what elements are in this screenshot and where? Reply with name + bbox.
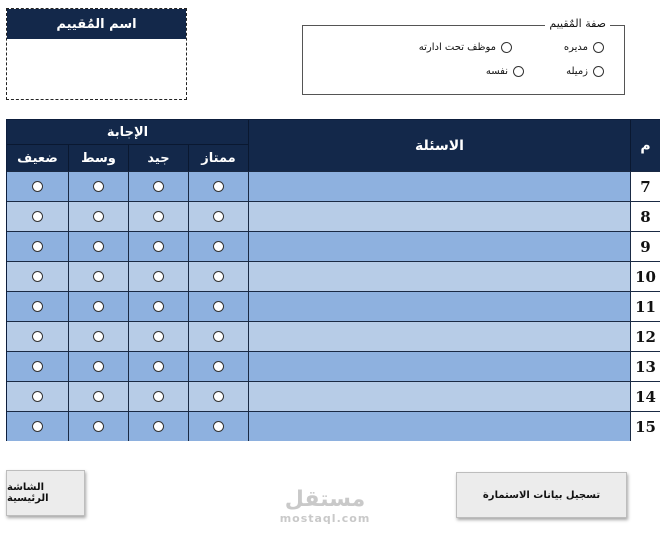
rating-cell-average xyxy=(68,202,128,231)
rating-cell-good xyxy=(128,322,188,351)
rating-cell-excellent xyxy=(188,232,248,261)
number-column-header: م xyxy=(630,120,660,171)
rating-cell-good xyxy=(128,172,188,201)
rating-cell-average xyxy=(68,292,128,321)
questions-table xyxy=(6,119,660,441)
role-option-label: مديره xyxy=(563,42,588,53)
watermark-logo xyxy=(270,488,380,532)
rating-header-good: جيد xyxy=(128,145,188,171)
rating-cell-excellent xyxy=(188,382,248,411)
role-colleague-radio[interactable] xyxy=(593,66,604,77)
role-option-label: نفسه xyxy=(485,66,508,77)
rating-radio-average[interactable] xyxy=(93,271,104,282)
rating-cell-good xyxy=(128,202,188,231)
rating-radio-weak[interactable] xyxy=(32,331,43,342)
question-text-cell xyxy=(248,232,630,261)
rating-cell-weak xyxy=(7,232,68,261)
save-form-button[interactable]: تسجيل بيانات الاستمارة xyxy=(456,472,627,518)
rating-header-average: وسط xyxy=(68,145,128,171)
table-row xyxy=(7,321,660,351)
question-text-cell xyxy=(248,172,630,201)
role-self-radio[interactable] xyxy=(513,66,524,77)
rating-radio-excellent[interactable] xyxy=(213,181,224,192)
rating-cell-excellent xyxy=(188,262,248,291)
rating-radio-good[interactable] xyxy=(153,211,164,222)
rating-radio-average[interactable] xyxy=(93,181,104,192)
rating-radio-good[interactable] xyxy=(153,271,164,282)
rating-cell-excellent xyxy=(188,172,248,201)
rating-header-excellent: ممتاز xyxy=(188,145,248,171)
rating-radio-good[interactable] xyxy=(153,181,164,192)
row-number: 14 xyxy=(630,382,660,411)
rating-radio-excellent[interactable] xyxy=(213,301,224,312)
rating-cell-excellent xyxy=(188,202,248,231)
rating-cell-excellent xyxy=(188,292,248,321)
rating-radio-weak[interactable] xyxy=(32,301,43,312)
question-text-cell xyxy=(248,292,630,321)
watermark-arabic: مستقل xyxy=(284,487,366,512)
rating-radio-good[interactable] xyxy=(153,361,164,372)
rating-radio-excellent[interactable] xyxy=(213,331,224,342)
rating-cell-weak xyxy=(7,382,68,411)
rating-cell-good xyxy=(128,382,188,411)
role-option-label: زميله xyxy=(566,66,588,77)
rating-radio-weak[interactable] xyxy=(32,361,43,372)
role-option-colleague[interactable] xyxy=(566,66,604,77)
table-row xyxy=(7,411,660,441)
role-option-manager[interactable] xyxy=(564,42,604,53)
rating-radio-excellent[interactable] xyxy=(213,271,224,282)
question-text-cell xyxy=(248,412,630,441)
rating-cell-weak xyxy=(7,202,68,231)
role-manager-radio[interactable] xyxy=(593,42,604,53)
rating-cell-good xyxy=(128,292,188,321)
rating-radio-weak[interactable] xyxy=(32,421,43,432)
rating-radio-good[interactable] xyxy=(153,241,164,252)
row-number: 8 xyxy=(630,202,660,231)
table-row xyxy=(7,201,660,231)
rating-radio-excellent[interactable] xyxy=(213,361,224,372)
rating-radio-weak[interactable] xyxy=(32,391,43,402)
rating-radio-average[interactable] xyxy=(93,211,104,222)
rating-radio-good[interactable] xyxy=(153,331,164,342)
rating-cell-excellent xyxy=(188,352,248,381)
rating-radio-average[interactable] xyxy=(93,241,104,252)
rating-radio-weak[interactable] xyxy=(32,211,43,222)
rating-cell-good xyxy=(128,232,188,261)
question-text-cell xyxy=(248,322,630,351)
rating-radio-average[interactable] xyxy=(93,361,104,372)
rating-radio-excellent[interactable] xyxy=(213,421,224,432)
rating-radio-weak[interactable] xyxy=(32,271,43,282)
rating-cell-weak xyxy=(7,172,68,201)
row-number: 12 xyxy=(630,322,660,351)
rating-radio-excellent[interactable] xyxy=(213,211,224,222)
rating-radio-excellent[interactable] xyxy=(213,391,224,402)
evaluator-name-box xyxy=(6,8,187,100)
rating-radio-average[interactable] xyxy=(93,331,104,342)
row-number: 9 xyxy=(630,232,660,261)
question-text-cell xyxy=(248,202,630,231)
question-text-cell xyxy=(248,262,630,291)
rating-header-weak: ضعيف xyxy=(7,145,68,171)
rating-cell-average xyxy=(68,232,128,261)
rating-cell-average xyxy=(68,172,128,201)
rating-radio-average[interactable] xyxy=(93,421,104,432)
rating-cell-weak xyxy=(7,322,68,351)
rating-cell-average xyxy=(68,382,128,411)
table-row xyxy=(7,381,660,411)
row-number: 10 xyxy=(630,262,660,291)
rating-cell-good xyxy=(128,352,188,381)
question-text-cell xyxy=(248,352,630,381)
rating-radio-average[interactable] xyxy=(93,301,104,312)
rating-cell-weak xyxy=(7,412,68,441)
evaluator-role-group xyxy=(302,17,625,95)
rating-radio-good[interactable] xyxy=(153,301,164,312)
rating-cell-excellent xyxy=(188,412,248,441)
table-row xyxy=(7,231,660,261)
row-number: 13 xyxy=(630,352,660,381)
rating-cell-average xyxy=(68,322,128,351)
rating-radio-good[interactable] xyxy=(153,391,164,402)
answer-column-header: الإجابة xyxy=(7,120,248,145)
rating-cell-good xyxy=(128,262,188,291)
rating-radio-weak[interactable] xyxy=(32,241,43,252)
evaluator-name-input[interactable] xyxy=(9,41,184,97)
rating-cell-weak xyxy=(7,352,68,381)
questions-column-header: الاسئلة xyxy=(248,120,630,171)
rating-cell-weak xyxy=(7,292,68,321)
table-row xyxy=(7,171,660,201)
rating-cell-excellent xyxy=(188,322,248,351)
table-row xyxy=(7,261,660,291)
row-number: 11 xyxy=(630,292,660,321)
watermark-latin: mostaql.com xyxy=(279,512,371,525)
row-number: 15 xyxy=(630,412,660,441)
rating-radio-good[interactable] xyxy=(153,421,164,432)
rating-cell-average xyxy=(68,352,128,381)
rating-cell-average xyxy=(68,262,128,291)
role-option-self[interactable] xyxy=(486,66,524,77)
evaluator-role-legend: صفة المٌقييم xyxy=(545,17,610,30)
rating-cell-weak xyxy=(7,262,68,291)
role-option-label: موظف تحت ادارته xyxy=(418,42,496,53)
home-screen-button[interactable]: الشاشة الرئيسية xyxy=(6,470,85,516)
rating-radio-weak[interactable] xyxy=(32,181,43,192)
question-text-cell xyxy=(248,382,630,411)
table-row xyxy=(7,351,660,381)
table-row xyxy=(7,291,660,321)
rating-cell-good xyxy=(128,412,188,441)
role-subordinate-radio[interactable] xyxy=(501,42,512,53)
rating-cell-average xyxy=(68,412,128,441)
role-option-subordinate[interactable] xyxy=(419,42,512,53)
evaluator-name-title: اسم المُقييم xyxy=(7,9,186,39)
rating-radio-excellent[interactable] xyxy=(213,241,224,252)
rating-radio-average[interactable] xyxy=(93,391,104,402)
row-number: 7 xyxy=(630,172,660,201)
